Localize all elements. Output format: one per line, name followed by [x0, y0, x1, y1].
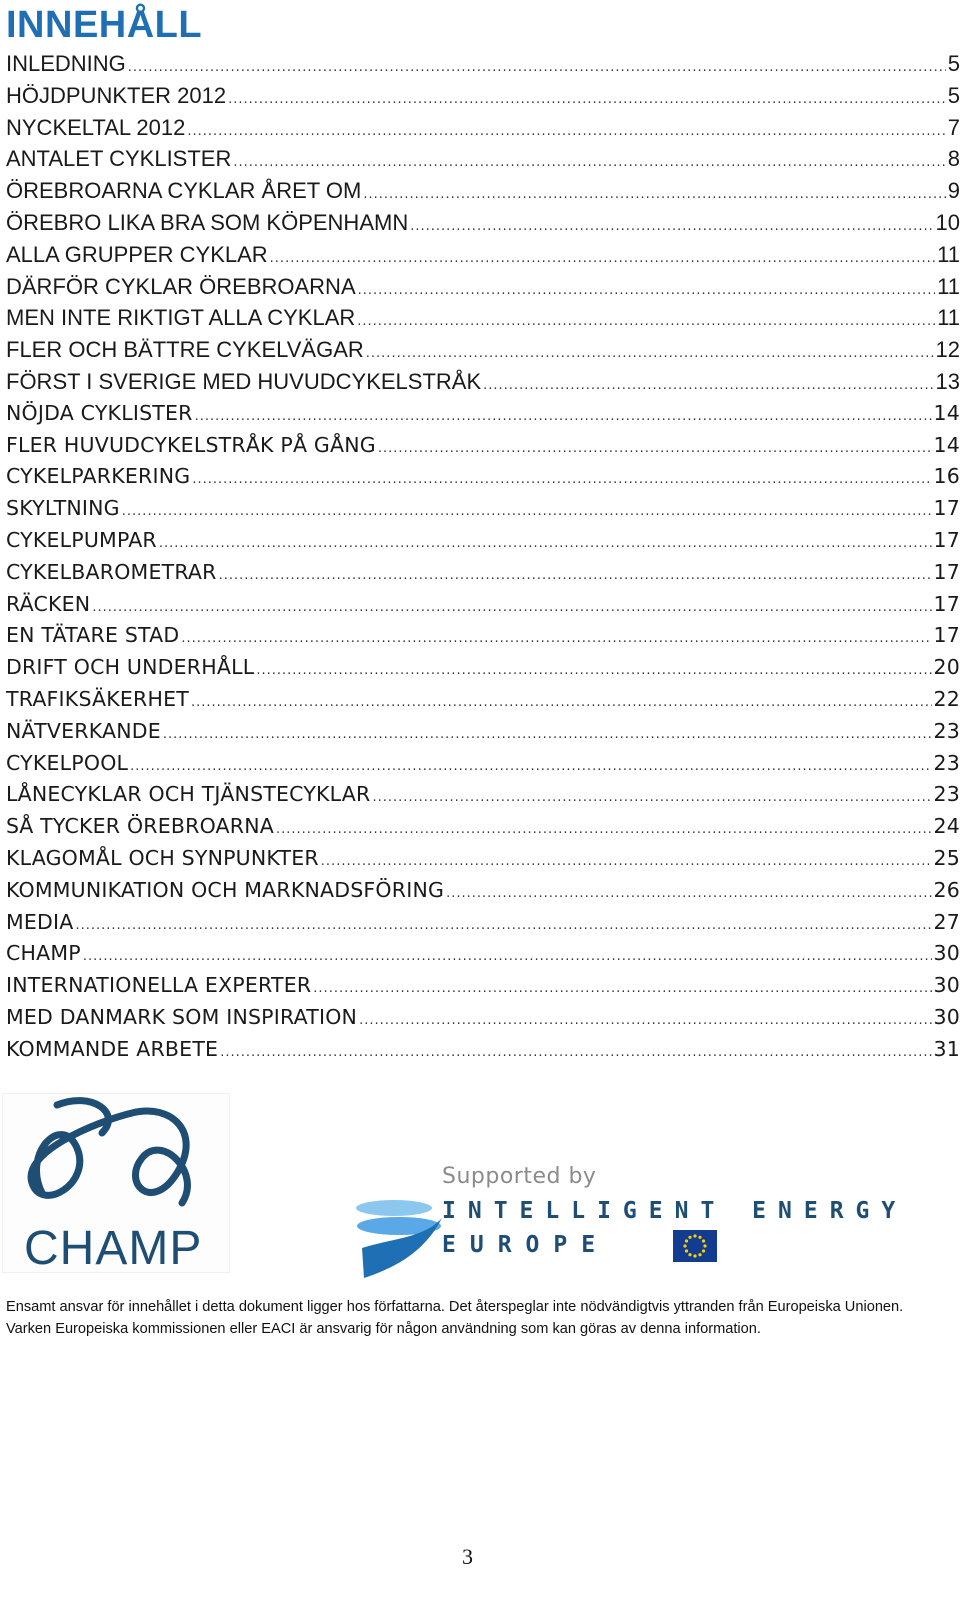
toc-entry[interactable] [6, 271, 960, 303]
toc-entry-page: 17 [933, 527, 960, 552]
toc-entry-title: MEN INTE RIKTIGT ALLA CYKLAR [6, 305, 356, 331]
toc-dot-leader [276, 814, 932, 843]
champ-logo [2, 1093, 230, 1273]
toc-entry[interactable] [6, 811, 960, 843]
toc-dot-leader [357, 306, 935, 334]
toc-dot-leader [410, 211, 933, 239]
toc-entry-page: 24 [933, 814, 960, 839]
toc-entry[interactable] [6, 1034, 960, 1066]
toc-entry-title: ALLA GRUPPER CYKLAR [6, 241, 268, 267]
toc-entry[interactable] [6, 334, 960, 366]
toc-entry-page: 31 [933, 1036, 960, 1061]
toc-entry-page: 26 [933, 877, 960, 902]
disclaimer-text: Ensamt ansvar för innehållet i detta dokument ligger hos författarna. Det återspeglar inte nödvändigtvis yttranden från Europeiska Unionen. Varken Europeiska kommissionen eller EACI är ansvarig för någon användning som kan göras av denna information. [6, 1299, 904, 1337]
toc-entry-title: DRIFT OCH UNDERHÅLL [6, 655, 255, 680]
page-number: 3 [462, 1544, 473, 1569]
toc-entry-title: CYKELPUMPAR [6, 527, 157, 552]
toc-entry-page: 23 [933, 718, 960, 743]
toc-entry-page: 17 [933, 623, 960, 648]
toc-entry[interactable] [6, 302, 960, 334]
toc-entry-title: NÖJDA CYKLISTER [6, 400, 193, 425]
toc-entry[interactable] [6, 239, 960, 271]
toc-entry-title: HÖJDPUNKTER 2012 [6, 82, 227, 108]
intelligent-energy-europe-logo [350, 1160, 910, 1280]
toc-entry[interactable] [6, 875, 960, 907]
toc-dot-leader [270, 243, 935, 271]
toc-entry-title: FÖRST I SVERIGE MED HUVUDCYKELSTRÅK [6, 368, 482, 394]
toc-entry-page: 27 [933, 909, 960, 934]
toc-dot-leader [83, 941, 932, 970]
toc-entry[interactable] [6, 398, 960, 430]
toc-entry-page: 16 [933, 464, 960, 489]
toc-entry-page: 14 [933, 432, 960, 457]
toc-dot-leader [219, 560, 932, 589]
toc-entry[interactable] [6, 938, 960, 970]
toc-entry-title: SKYLTNING [6, 496, 120, 521]
toc-dot-leader [366, 338, 934, 366]
toc-dot-leader [256, 655, 931, 684]
toc-entry-title: TRAFIKSÄKERHET [6, 686, 189, 711]
toc-dot-leader [363, 179, 945, 207]
toc-dot-leader [359, 1005, 931, 1034]
eu-flag-icon [673, 1230, 717, 1262]
toc-entry-page: 11 [937, 305, 960, 331]
toc-entry-title: CHAMP [6, 941, 81, 966]
toc-entry-page: 23 [933, 782, 960, 807]
toc-entry-page: 5 [947, 82, 960, 108]
toc-dot-leader [181, 623, 931, 652]
toc-entry[interactable] [6, 748, 960, 780]
toc-dot-leader [191, 687, 932, 716]
toc-entry-page: 9 [947, 178, 960, 204]
toc-entry[interactable] [6, 716, 960, 748]
toc-entry-title: CYKELPOOL [6, 750, 129, 775]
toc-entry[interactable] [6, 175, 960, 207]
toc-entry-page: 8 [947, 146, 960, 172]
toc-entry[interactable] [6, 112, 960, 144]
toc-entry-title: ANTALET CYKLISTER [6, 146, 232, 172]
toc-entry-page: 17 [933, 591, 960, 616]
toc-entry[interactable] [6, 80, 960, 112]
toc-dot-leader [122, 496, 932, 525]
toc-entry[interactable] [6, 207, 960, 239]
toc-entry[interactable] [6, 143, 960, 175]
toc-entry-page: 10 [935, 209, 960, 235]
toc-entry-page: 20 [933, 655, 960, 680]
toc-dot-leader [321, 846, 932, 875]
toc-entry-title: RÄCKEN [6, 591, 91, 616]
toc-dot-leader [159, 528, 932, 557]
toc-dot-leader [128, 52, 946, 80]
page-title: INNEHÅLL [6, 4, 203, 46]
toc-dot-leader [220, 1037, 931, 1066]
toc-entry-page: 14 [933, 400, 960, 425]
toc-entry[interactable] [6, 557, 960, 589]
toc-entry[interactable] [6, 1002, 960, 1034]
toc-dot-leader [163, 719, 932, 748]
toc-entry[interactable] [6, 525, 960, 557]
toc-entry-title: LÅNECYKLAR OCH TJÄNSTECYKLAR [6, 782, 371, 807]
toc-entry[interactable] [6, 461, 960, 493]
toc-entry-title: KOMMUNIKATION OCH MARKNADSFÖRING [6, 877, 445, 902]
toc-entry-title: SÅ TYCKER ÖREBROARNA [6, 814, 274, 839]
toc-entry-page: 22 [933, 686, 960, 711]
toc-entry-title: MEDIA [6, 909, 74, 934]
toc-entry-page: 30 [933, 941, 960, 966]
toc-entry-title: FLER OCH BÄTTRE CYKELVÄGAR [6, 337, 364, 363]
toc-dot-leader [372, 782, 931, 811]
toc-entry-page: 11 [937, 273, 960, 299]
toc-entry-page: 30 [933, 973, 960, 998]
table-of-contents [6, 48, 960, 1066]
champ-logo-text: CHAMP [24, 1222, 203, 1275]
toc-dot-leader [130, 751, 931, 780]
toc-entry[interactable] [6, 652, 960, 684]
toc-entry-page: 11 [937, 241, 960, 267]
toc-entry-page: 13 [935, 368, 960, 394]
toc-dot-leader [378, 433, 932, 462]
toc-entry-title: NÄTVERKANDE [6, 718, 161, 743]
toc-entry[interactable] [6, 970, 960, 1002]
toc-entry-title: EN TÄTARE STAD [6, 623, 180, 648]
toc-entry-title: ÖREBRO LIKA BRA SOM KÖPENHAMN [6, 209, 409, 235]
toc-entry[interactable] [6, 779, 960, 811]
toc-dot-leader [483, 370, 933, 398]
toc-entry-title: INTERNATIONELLA EXPERTER [6, 973, 312, 998]
toc-dot-leader [228, 84, 946, 112]
toc-entry-page: 5 [947, 51, 960, 76]
toc-dot-leader [358, 275, 936, 303]
toc-entry-title: CYKELBAROMETRAR [6, 559, 217, 584]
iee-wave-icon [354, 1178, 444, 1288]
toc-dot-leader [187, 116, 945, 144]
toc-dot-leader [446, 878, 931, 907]
toc-entry-title: CYKELPARKERING [6, 464, 191, 489]
toc-entry[interactable] [6, 48, 960, 80]
toc-dot-leader [192, 464, 931, 493]
toc-entry-page: 30 [933, 1004, 960, 1029]
iee-line1: INTELLIGENT ENERGY [442, 1198, 908, 1224]
toc-entry-title: INLEDNING [6, 51, 126, 76]
toc-entry-title: FLER HUVUDCYKELSTRÅK PÅ GÅNG [6, 432, 376, 457]
toc-entry[interactable] [6, 493, 960, 525]
toc-entry[interactable] [6, 589, 960, 621]
iee-line2: EUROPE [442, 1232, 610, 1258]
toc-dot-leader [195, 401, 932, 430]
toc-entry-title: DÄRFÖR CYKLAR ÖREBROARNA [6, 273, 356, 299]
toc-entry-title: ÖREBROARNA CYKLAR ÅRET OM [6, 178, 362, 204]
toc-entry-title: KLAGOMÅL OCH SYNPUNKTER [6, 845, 319, 870]
toc-entry-title: KOMMANDE ARBETE [6, 1036, 219, 1061]
toc-entry-page: 7 [947, 114, 960, 140]
toc-dot-leader [76, 910, 932, 939]
iee-supported-by: Supported by [442, 1164, 597, 1189]
toc-entry-title: NYCKELTAL 2012 [6, 114, 186, 140]
toc-entry[interactable] [6, 620, 960, 652]
toc-entry[interactable] [6, 366, 960, 398]
toc-entry-page: 23 [933, 750, 960, 775]
toc-entry-page: 17 [933, 496, 960, 521]
toc-dot-leader [313, 973, 931, 1002]
toc-entry[interactable] [6, 843, 960, 875]
toc-dot-leader [92, 592, 931, 621]
toc-entry-title: MED DANMARK SOM INSPIRATION [6, 1004, 358, 1029]
toc-entry[interactable] [6, 907, 960, 939]
toc-entry-page: 25 [933, 845, 960, 870]
toc-dot-leader [233, 147, 945, 175]
toc-entry[interactable] [6, 430, 960, 462]
toc-entry[interactable] [6, 684, 960, 716]
toc-entry-page: 17 [933, 559, 960, 584]
toc-entry-page: 12 [935, 337, 960, 363]
